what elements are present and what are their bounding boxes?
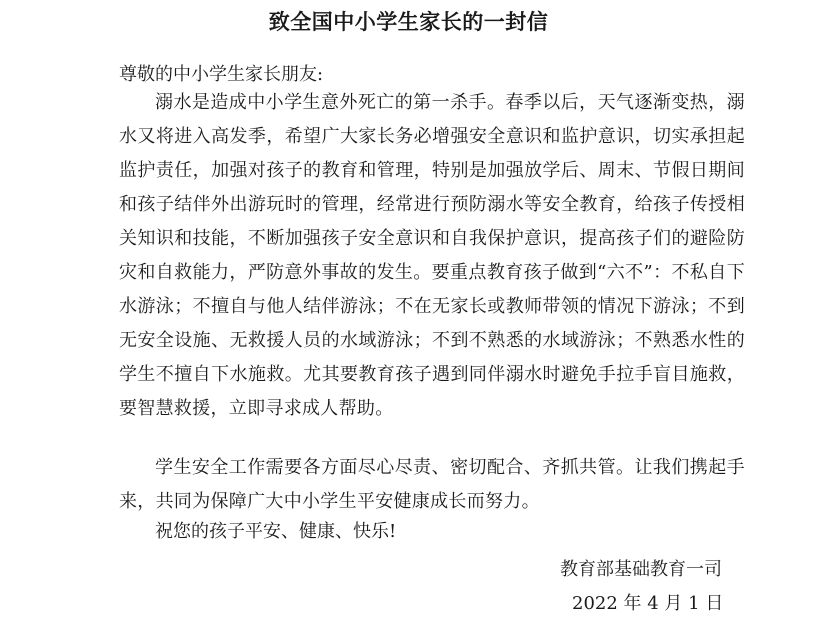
letter-title: 致全国中小学生家长的一封信 bbox=[268, 10, 549, 34]
letter-closing: 祝您的孩子平安、健康、快乐! bbox=[155, 521, 397, 542]
letter-salutation: 尊敬的中小学生家长朋友: bbox=[119, 64, 324, 85]
letter-paragraph-1: 溺水是造成中小学生意外死亡的第一杀手。春季以后，天气逐渐变热，溺水又将进入高发季，希望广大家长务必增强安全意识和监护意识，切实承担起监护责任，加强对孩子的教育和管理，特别是加强放学后、周末、节假日期间和孩子结伴外出游玩时的管理，经常进行预防溺水等安全教育，给孩子传授相关知识和技能，不断加强孩子安全意识和自我保护意识，提高孩子们的避险防灾和自救能力，严防意外事故的发生。要重点教育孩子做到“六不”：不私自下水游泳；不擅自与他人结伴游泳；不在无家长或教师带领的情况下游泳；不到无安全设施、无救援人员的水域游泳；不到不熟悉的水域游泳；不熟悉水性的学生不擅自下水施救。尤其要教育孩子遇到同伴溺水时避免手拉手盲目施救，要智慧救援，立即寻求成人帮助。 bbox=[119, 92, 745, 419]
letter-paragraph-2: 学生安全工作需要各方面尽心尽责、密切配合、齐抓共管。让我们携起手来，共同为保障广大中小学生平安健康成长而努力。 bbox=[119, 457, 745, 512]
letter-date: 2022 年 4 月 1 日 bbox=[572, 593, 724, 614]
letter-signature: 教育部基础教育一司 bbox=[560, 559, 722, 580]
